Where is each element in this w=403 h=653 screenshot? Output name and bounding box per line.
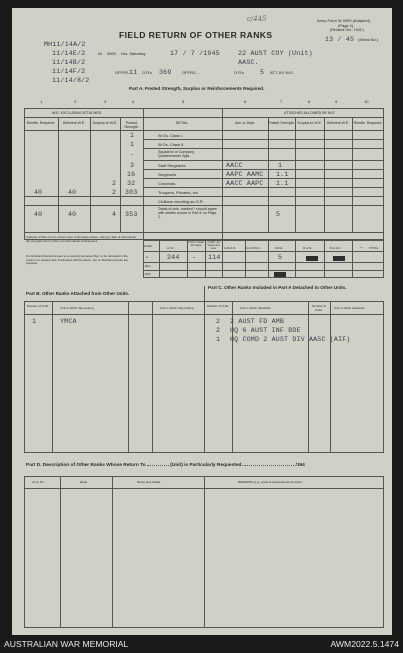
hours-label: Hrs. Saturday [121,51,146,56]
analysis-note: Analysis of Part A to be shown here in All cases where, owing to lack of information, the strength return of the unit will indicate deficiencies. [26,235,137,243]
header-detail: DETAIL. [175,121,190,125]
analysis-note-2: If a Deficient Reinforcement is a recently promoted Sgt. to be recorded in the column for posted rank. Particulars will be shown, but no Reinforcements are required. [26,254,129,265]
col-number-3: 3 [104,99,107,104]
part-d-header-rank: Rank. [80,480,88,484]
row-surplus: 4 [112,211,117,218]
we-excluding-label: W.E. EXCLUDING ATTACHED. [52,111,103,115]
date-value: 17 / 7 /1945 [170,50,220,57]
part-c-header-number: Number of O.Rs. [206,304,230,308]
part-c-row-number: 1 [216,336,221,343]
row-posted: 353 [125,211,138,218]
header-posted-right: Posted Strength. [268,121,295,125]
part-b-header-unit-2: Unit to which they belong [160,306,194,310]
col-number-2: 2 [74,99,77,104]
part-c-header-unit-2: Unit to which detached. [334,306,366,310]
row-detail: Sergeants [158,172,177,177]
row-surplus: 2 [112,180,117,187]
col-number-5: 5 [182,99,185,104]
header-reinfts-right: Reinfts. Required. [353,121,383,125]
row-posted: - [130,151,135,158]
part-c-row-unit: 2 AUST FD AMB [230,318,285,325]
caption-left: AUSTRALIAN WAR MEMORIAL [4,639,129,649]
caption-right: AWM2022.5.1474 [330,639,399,649]
att-label: ATT. BY W.E. [270,70,294,75]
analysis-cmf-under-value: - [192,254,197,261]
form-number: Army Form W.3009 (Adapted) [317,18,371,23]
analysis-header-cmf-under: C.M.F. Under 19 Years [187,240,205,248]
part-d-header-army-no: Army No. [32,480,45,484]
row-posted: 32 [127,180,136,187]
part-c-row-unit: HQ COMD 2 AUST DIV AASC (AIF) [230,336,351,343]
col-number-6: 6 [244,99,247,104]
analysis-row-label: B(1) [145,264,151,268]
row-arm: AAPC AAMC [226,171,264,178]
row-detail: Civilians counting as O.R. [158,199,204,204]
part-d-heading-year: /194 [295,463,305,468]
analysis-header-aif: A.I.F. [167,246,174,250]
row-posted: 16 [127,171,136,178]
row-detail: Squadron or Company Quartermaster Sgts. [158,150,195,158]
header-posted-left: Posted Strength. [124,121,139,129]
part-d-date-blank [244,465,294,466]
part-c-row-number: 2 [216,327,221,334]
col-number-1: 1 [40,99,43,104]
serial-label: (Serial No.) [358,37,379,42]
analysis-header-cmf-over: C.M.F. 19 Years and over [207,240,220,251]
form-revised: (Revised Oct., 1942.) [330,28,364,32]
analysis-header-raaf: R.A.A.F. [330,246,342,250]
document-page [12,8,392,635]
offrs-value: 11 [129,69,138,76]
header-surplus-right: Surplus to W.E. [297,121,322,125]
row-posted: 1 [130,132,135,139]
analysis-civil-value: 5 [278,254,283,261]
att-value: 5 [260,69,265,76]
offrs2-label: OFFRS. - [182,70,200,75]
row-arm: AACC AAPC [226,180,264,187]
handwritten-reference: c/445 [247,15,267,23]
row-detail: Corporals [158,181,176,186]
analysis-aif-value: 244 [167,254,180,261]
part-b-row-number: 1 [32,318,37,325]
row-att-posted: 5 [276,211,281,218]
redaction-mark [333,256,345,261]
part-d-heading-mid: (Unit) is Particularly Requested. [170,463,243,468]
analysis-header-total: TOTAL [369,246,379,250]
part-d-header-name: Name and Initials. [137,480,162,484]
row-detail: W.Os. Class I. [158,133,184,138]
attached-allowed-label: ATTACHED ALLOWED BY W.E. [284,111,336,115]
col-number-8: 8 [308,99,311,104]
serial-value: 13 / 45 [325,36,355,43]
analysis-header-aamws: A.A.M.W.S. [246,246,261,250]
hours-value: 0600 [107,51,116,56]
part-c-heading: Part C. Other Ranks Included in Part A Detached to Other Units. [208,285,347,290]
header-deficient-right: Deficient W.E. [326,121,350,125]
part-d-heading-start: Part D. Description of Other Ranks Whose Return To [26,463,146,468]
analysis-header-awas: A.W.A.S. [224,246,237,250]
redaction-mark [306,256,318,261]
part-b-header-unit: Unit to which they belong [60,306,94,310]
analysis-header-detail: Detail [144,244,152,248]
analysis-header-stars: * * [360,246,364,250]
unit-value: 22 AUST COY (Unit) [238,50,313,57]
header-reinfts-left: Reinfts. Required. [26,121,56,125]
part-d-header-remarks: REMARKS (e.g., present whereabouts if known). [238,480,304,484]
row-detail: W.Os. Class II. [158,142,185,147]
header-arm: Arm or Dept. [234,121,256,125]
col-number-9: 9 [335,99,338,104]
margin-code-2: 11/14E/2 [52,50,86,57]
row-att-posted: 1.1 [276,180,289,187]
part-d-blank [147,465,169,466]
analysis-cmf-over-value: 114 [208,254,221,261]
row-posted: 303 [125,189,138,196]
row-deficient: 40 [68,211,77,218]
margin-code-5: 11/14/8/2 [52,77,90,84]
at-label: At [98,51,102,56]
analysis-row-label: A [146,255,149,259]
part-c-row-number: 2 [216,318,221,325]
row-arm: AACC [226,162,243,169]
row-att-posted: 1 [278,162,283,169]
or2-label: O.R's [234,70,244,75]
margin-code-3: 11/14B/2 [52,59,86,66]
or-value: 369 [159,69,172,76]
col-number-7: 7 [280,99,283,104]
part-c-row-unit: HQ 6 AUST INF BDE [230,327,301,334]
analysis-header-ran: R.A.N. [303,246,312,250]
row-att-posted: 1.1 [276,171,289,178]
row-deficient: 40 [68,189,77,196]
page-title: FIELD RETURN OF OTHER RANKS [119,30,273,40]
analysis-header-civil: CIVIL [275,246,283,250]
archive-caption [0,635,403,653]
part-a-heading: Part A. Posted Strength, Surplus or Reinforcements Required. [129,86,265,91]
or-label: O.R's [142,70,152,75]
part-b-heading: Part B. Other Ranks Attached from Other Units. [26,291,130,296]
row-detail: Totals of cols. marked * should agree with details shown in Part E on Page 2. [158,207,217,219]
col-number-4: 4 [132,99,135,104]
header-surplus-left: Surplus to W.E. [92,121,118,125]
margin-code-4: 11/14F/2 [52,68,86,75]
part-b-header-number: Number of O.Rs. [26,304,50,308]
part-b-row-unit: YMCA [60,318,77,325]
part-c-header-number-2: Number of O.Rs. [311,304,326,312]
part-c-header-unit: Unit to which detached. [240,306,272,310]
margin-code-1: MH11/14A/2 [44,41,86,48]
row-detail: Troopers, Privates, etc. [158,190,200,195]
row-detail: Staff Sergeants [158,163,186,168]
col-number-10: 10 [364,99,369,104]
row-surplus: 2 [112,189,117,196]
row-posted: 1 [130,141,135,148]
row-reinfts: 40 [34,189,43,196]
part-d-heading [26,464,305,469]
offrs-label: OFFRS. [115,70,130,75]
row-posted: 3 [130,162,135,169]
analysis-row-label: B(2) [145,272,151,276]
part-a-table [24,108,384,240]
unit-value-2: AASC. [238,59,259,66]
header-deficient-left: Deficient W.E. [62,121,86,125]
redaction-mark [274,272,286,277]
row-reinfts: 40 [34,211,43,218]
form-page: (Page 1) [338,23,354,28]
